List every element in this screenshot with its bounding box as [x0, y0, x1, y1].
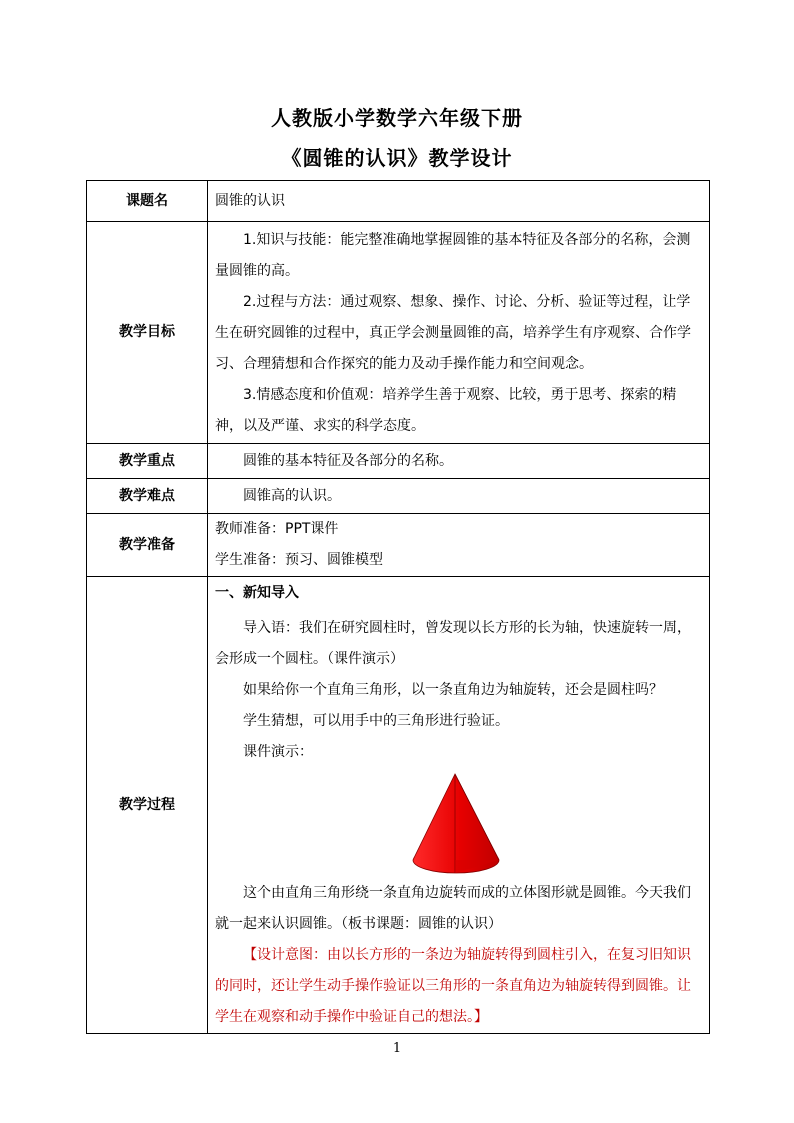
cone-illustration	[215, 772, 702, 880]
intro-paragraph: 导入语：我们在研究圆柱时，曾发现以长方形的长为轴，快速旋转一周，会形成一个圆柱。（课件演示）	[215, 620, 691, 667]
conclusion-paragraph: 这个由直角三角形绕一条直角边旋转而成的立体图形就是圆锥。今天我们就一起来认识圆锥。（板书课题：圆锥的认识）	[215, 885, 691, 932]
teacher-preparation: 教师准备：PPT课件	[215, 521, 339, 537]
lesson-plan-table	[86, 180, 710, 1034]
cone-image	[411, 772, 501, 876]
guess-paragraph: 学生猜想，可以用手中的三角形进行验证。	[243, 713, 509, 729]
goals-value	[208, 222, 710, 444]
goal-item: 3.情感态度和价值观：培养学生善于观察、比较，勇于思考、探索的精神，以及严谨、求实的科学态度。	[215, 387, 677, 434]
preparation-row	[87, 514, 710, 577]
preparation-value	[208, 514, 710, 577]
key-point-text: 圆锥的基本特征及各部分的名称。	[243, 452, 453, 469]
question-paragraph: 如果给你一个直角三角形，以一条直角边为轴旋转，还会是圆柱吗？	[243, 682, 663, 698]
topic-value	[208, 181, 710, 222]
key-point-row	[87, 444, 710, 479]
process-row	[87, 577, 710, 1034]
goals-label: 教学目标	[87, 222, 208, 444]
goal-item: 1.知识与技能：能完整准确地掌握圆锥的基本特征及各部分的名称，会测量圆锥的高。	[215, 232, 691, 279]
key-point-label: 教学重点	[87, 444, 208, 479]
page-number: 1	[392, 1041, 402, 1056]
demo-label: 课件演示：	[243, 744, 313, 760]
process-value	[208, 577, 710, 1034]
topic-text: 圆锥的认识	[215, 192, 285, 209]
difficulty-label: 教学难点	[87, 479, 208, 514]
goals-row	[87, 222, 710, 444]
student-preparation: 学生准备：预习、圆锥模型	[215, 552, 383, 568]
process-label: 教学过程	[87, 577, 208, 1034]
difficulty-text: 圆锥高的认识。	[243, 487, 341, 504]
key-point-value	[208, 444, 710, 479]
design-intent-paragraph: 【设计意图：由以长方形的一条边为轴旋转得到圆柱引入，在复习旧知识的同时，还让学生动手操作验证以三角形的一条直角边为轴旋转得到圆锥。让学生在观察和动手操作中验证自己的想法。】	[215, 947, 691, 1025]
document-subtitle: 《圆锥的认识》教学设计	[281, 146, 513, 170]
topic-row	[87, 181, 710, 222]
difficulty-row	[87, 479, 710, 514]
difficulty-value	[208, 479, 710, 514]
topic-label: 课题名	[87, 181, 208, 222]
goal-item: 2.过程与方法：通过观察、想象、操作、讨论、分析、验证等过程，让学生在研究圆锥的过程中，真正学会测量圆锥的高，培养学生有序观察、合作学习、合理猜想和合作探究的能力及动手操作能力和空间观念。	[215, 294, 691, 372]
document-title: 人教版小学数学六年级下册	[271, 106, 523, 130]
section-title: 一、新知导入	[215, 585, 299, 601]
preparation-label: 教学准备	[87, 514, 208, 577]
